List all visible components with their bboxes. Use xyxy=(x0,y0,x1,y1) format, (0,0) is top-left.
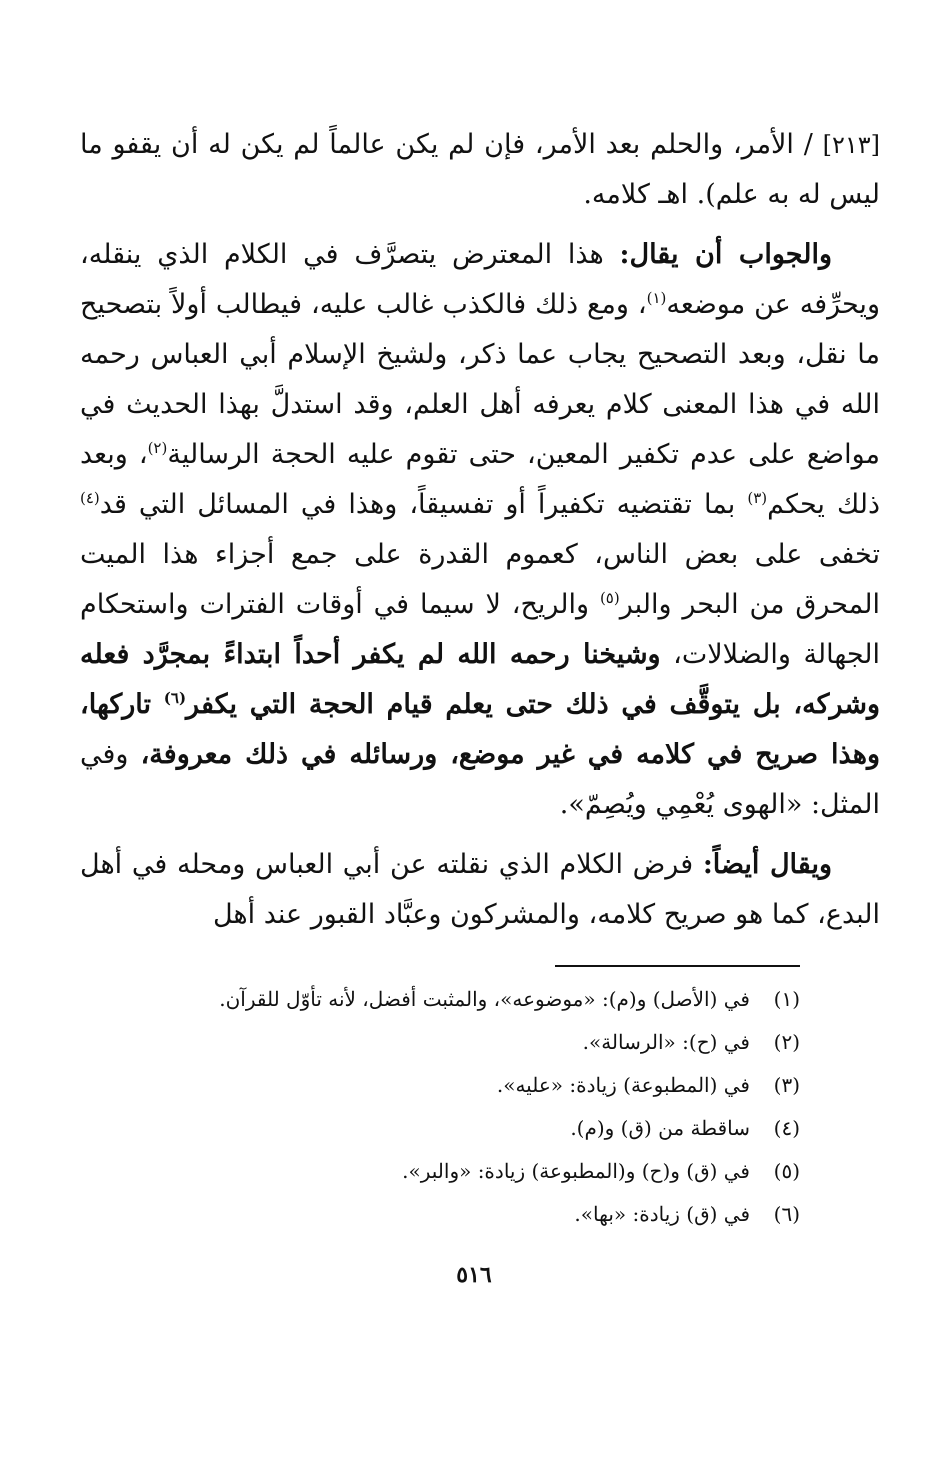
bold-segment: تاركها، وهذا صريح في كلامه في غير موضع، ورسائله في ذلك معروفة، xyxy=(80,689,880,770)
footnote-item xyxy=(80,1064,800,1107)
footnote-ref-3: (٣) xyxy=(747,489,768,507)
footnote-ref-2: (٢) xyxy=(147,439,168,457)
text-segment: ، ومع ذلك فالكذب غالب عليه، فيطالب أولاً بتصحيح ما نقل، وبعد التصحيح يجاب عما ذكر، ولشيخ الإسلام أبي العباس رحمه الله في هذا المعنى كلام يعرفه أهل العلم، وقد استدلَّ بهذا الحديث في مواضع على عدم تكفير المعين، حتى تقوم عليه الحجة الرسالية xyxy=(80,289,880,470)
footnote-item xyxy=(80,1193,800,1236)
footnote-number: (٥) xyxy=(773,1159,800,1183)
text-segment: والريح، لا سيما في أوقات الفترات واستحكام الجهالة والضلالات، xyxy=(80,589,880,670)
paragraph-continuation xyxy=(80,120,880,220)
footnote-separator xyxy=(555,965,800,967)
footnote-number: (٤) xyxy=(773,1116,800,1140)
footnote-number: (١) xyxy=(773,987,800,1011)
footnote-number: (٢) xyxy=(773,1030,800,1054)
footnote-ref-4: (٤) xyxy=(80,489,100,507)
footnote-ref-6: (٦) xyxy=(163,689,187,707)
footnote-text: في (ح): «الرسالة». xyxy=(582,1030,750,1054)
text-segment: وفي المثل: «الهوى يُعْمِي ويُصِمّ». xyxy=(80,739,880,820)
paragraph-answer xyxy=(80,230,880,830)
page-body xyxy=(80,120,880,940)
bold-lead: ويقال أيضاً: xyxy=(702,849,832,880)
paragraph-text: / الأمر، والحلم بعد الأمر، فإن لم يكن عالماً لم يكن له أن يقفو ما ليس له به علم). اهـ كلامه. xyxy=(80,129,880,210)
footnotes-list xyxy=(80,978,800,1236)
text-segment: تخفى على بعض الناس، كعموم القدرة على جمع أجزاء هذا الميت المحرق من البحر والبر xyxy=(80,539,880,620)
footnote-text: في (ق) و(ح) و(المطبوعة) زيادة: «والبر». xyxy=(402,1159,750,1183)
text-segment: هذا المعترض يتصرَّف في الكلام الذي ينقله، ويحرِّفه عن موضعه xyxy=(80,239,880,320)
bold-lead: والجواب أن يقال: xyxy=(619,239,832,270)
footnote-text: في (المطبوعة) زيادة: «عليه». xyxy=(496,1073,750,1097)
text-segment: ، وبعد ذلك يحكم xyxy=(80,439,880,520)
footnote-text: في (ق) زيادة: «بها». xyxy=(574,1202,750,1226)
footnote-item xyxy=(80,1107,800,1150)
footnote-text: ساقطة من (ق) و(م). xyxy=(570,1116,750,1140)
footnote-item xyxy=(80,1150,800,1193)
page-reference-marker: [٢١٣] xyxy=(822,131,880,159)
footnote-number: (٣) xyxy=(773,1073,800,1097)
page-number: ٥١٦ xyxy=(456,1262,492,1288)
footnote-number: (٦) xyxy=(773,1202,800,1226)
footnote-item xyxy=(80,978,800,1021)
text-segment: بما تقتضيه تكفيراً أو تفسيقاً، وهذا في المسائل التي قد xyxy=(99,489,748,520)
bold-segment: وشيخنا رحمه الله لم يكفر أحداً ابتداءً بمجرَّد فعله وشركه، بل يتوقَّف في ذلك حتى يعلم قيام الحجة التي يكفر xyxy=(80,639,881,720)
footnote-ref-5: (٥) xyxy=(599,589,620,607)
footnote-text: في (الأصل) و(م): «موضوعه»، والمثبت أفضل، لأنه تأوّل للقرآن. xyxy=(219,987,750,1011)
footnote-item xyxy=(80,1021,800,1064)
paragraph-text: فرض الكلام الذي نقلته عن أبي العباس ومحله في أهل البدع، كما هو صريح كلامه، والمشركون وعبَّاد القبور عند أهل xyxy=(80,849,880,930)
paragraph-also xyxy=(80,840,880,940)
footnote-ref-1: (١) xyxy=(646,289,667,307)
